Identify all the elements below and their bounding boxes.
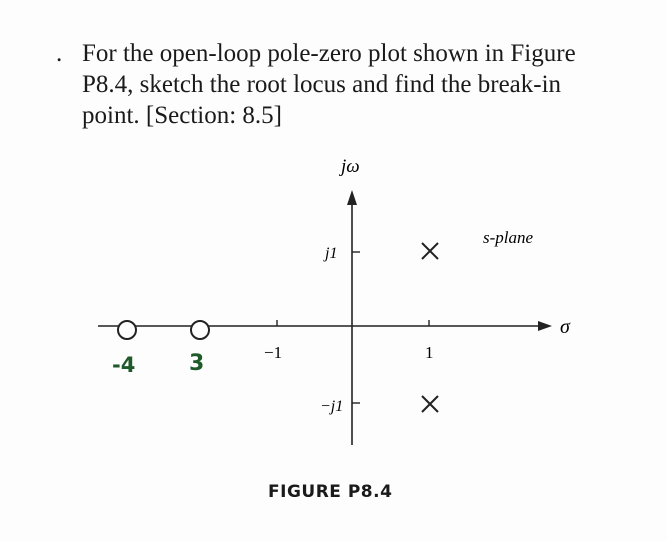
s-plane-label: s-plane	[483, 228, 534, 247]
imag-axis-arrow	[347, 190, 357, 205]
handwritten-label-minus-4: -4	[112, 353, 136, 377]
zero-minus-4	[118, 321, 136, 339]
tick-label-neg-1: −1	[264, 343, 283, 362]
problem-line-3: point. [Section: 8.5]	[82, 102, 282, 129]
bullet-point: .	[56, 40, 63, 67]
real-axis-label: σ	[560, 316, 570, 338]
problem-line-1: For the open-loop pole-zero plot shown in Figure	[82, 40, 576, 67]
figure-caption: FIGURE P8.4	[268, 482, 393, 502]
pole-lower	[422, 396, 438, 412]
tick-label-neg-j1: −j1	[320, 398, 344, 415]
imag-axis-label: jω	[341, 156, 360, 177]
pole-upper	[422, 243, 438, 259]
zero-minus-3	[191, 321, 209, 339]
tick-label-pos-1: 1	[425, 343, 434, 362]
problem-line-2: P8.4, sketch the root locus and find the break-in	[82, 71, 562, 98]
real-axis-arrow	[538, 321, 552, 331]
tick-label-j1: j1	[325, 245, 338, 262]
handwritten-label-3: 3	[189, 351, 205, 376]
